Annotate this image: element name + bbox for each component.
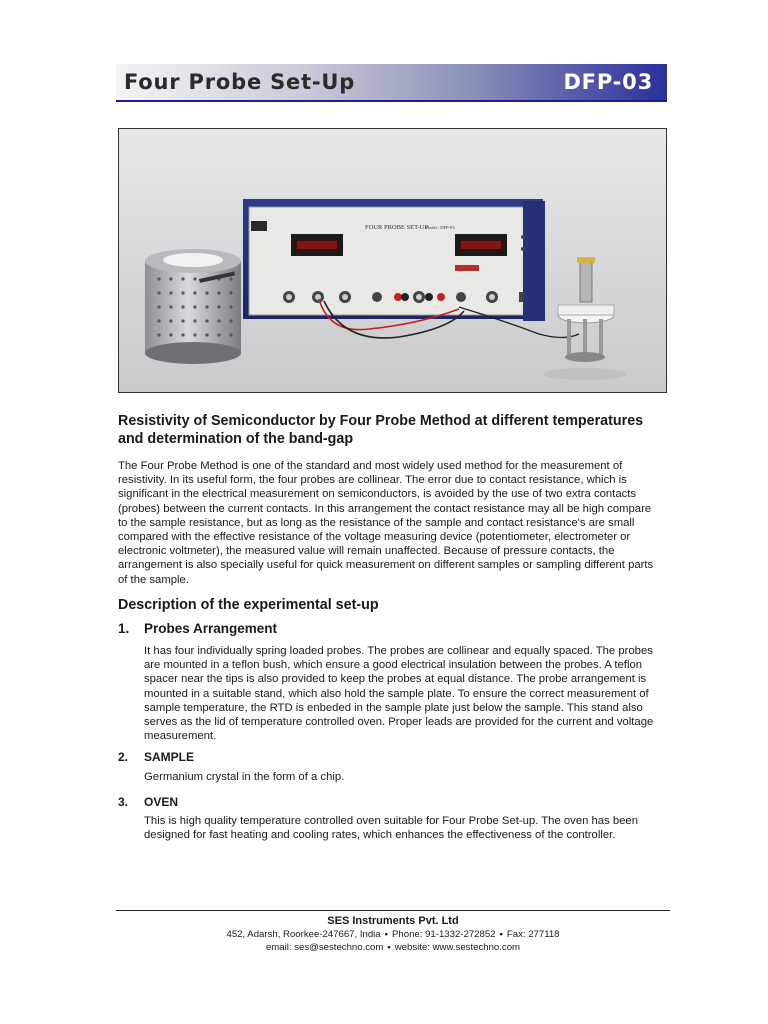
item-heading-probes (118, 621, 277, 636)
item-heading-oven (118, 795, 178, 809)
footer-address-line (116, 929, 670, 940)
item-number: 3. (118, 795, 129, 809)
item-title: OVEN (144, 795, 179, 809)
footer-contact-line (116, 942, 670, 953)
section-heading: Description of the experimental set-up (118, 597, 379, 613)
panel-model: Model : DFP-03 (425, 225, 455, 230)
document-title: Four Probe Set-Up (124, 70, 356, 94)
item-heading-sample (118, 750, 194, 764)
item-title: SAMPLE (144, 750, 195, 764)
sample-paragraph: Germanium crystal in the form of a chip. (144, 771, 345, 783)
bullet-separator: • (499, 929, 503, 940)
footer-website: website: www.sestechno.com (394, 942, 521, 953)
product-photo (118, 128, 667, 393)
probes-paragraph: It has four individually spring loaded probes. The probes are collinear and equally spaced. The probes are mounted in a teflon bush, which ensure a good electrical insulation between the probes. A teflon spacer near the tips is also provided to keep the probes at equal distance. The probe arrangement is mounted in a suitable stand, which also hold the sample plate. To ensure the correct measurement of sample temperature, the RTD is enbeded in the sample plate just below the sample. This stand also serves as the lid of temperature controlled oven. Proper leads are provided for the current and voltage measurement. (144, 645, 654, 743)
footer-fax: Fax: 277118 (506, 929, 560, 940)
main-heading: Resistivity of Semiconductor by Four Probe Method at different temperatures and determination of the band-gap (118, 413, 644, 447)
item-number: 2. (118, 750, 129, 764)
model-number: DFP-03 (563, 70, 653, 94)
oven (145, 249, 241, 364)
oven-paragraph: This is high quality temperature controlled oven suitable for Four Probe Set-up. The oven has been designed for fast heating and cooling rates, which enhances the effectiveness of the controller. (144, 815, 639, 842)
bullet-separator: • (384, 929, 389, 940)
item-number: 1. (118, 621, 130, 636)
footer-divider (116, 910, 670, 911)
document-banner (116, 64, 667, 102)
item-title: Probes Arrangement (144, 621, 278, 636)
instrument-cabinet (243, 199, 545, 321)
footer-company: SES Instruments Pvt. Ltd (327, 915, 459, 927)
bullet-separator: • (387, 942, 391, 953)
footer-address: 452, Adarsh, Roorkee-247667, India (226, 929, 381, 940)
footer-email: email: ses@sestechno.com (265, 942, 384, 953)
intro-paragraph: The Four Probe Method is one of the standard and most widely used method for the measurement of resistivity. In its useful form, the four probes are collinear. The error due to contact resistance, which is significant in the electrical measurement on semiconductors, is avoided by the use of two extra contacts (probes) between the current contacts. In this arrangement the contact resistance may all be high compare to the sample resistance, but as long as the resistance of the sample and contact resistance's are small compared with the effective resistance of the voltage measuring device (potentiometer, electrometer or electronic voltmeter), the measured value will remain unaffected. Because of pressure contacts, the arrangement is also specially useful for quick measurement on different samples or sampling different parts of the sample. (118, 460, 654, 586)
panel-title: FOUR PROBE SET-UP (365, 224, 428, 231)
footer-phone: Phone: 91-1332-272852 (392, 929, 496, 940)
